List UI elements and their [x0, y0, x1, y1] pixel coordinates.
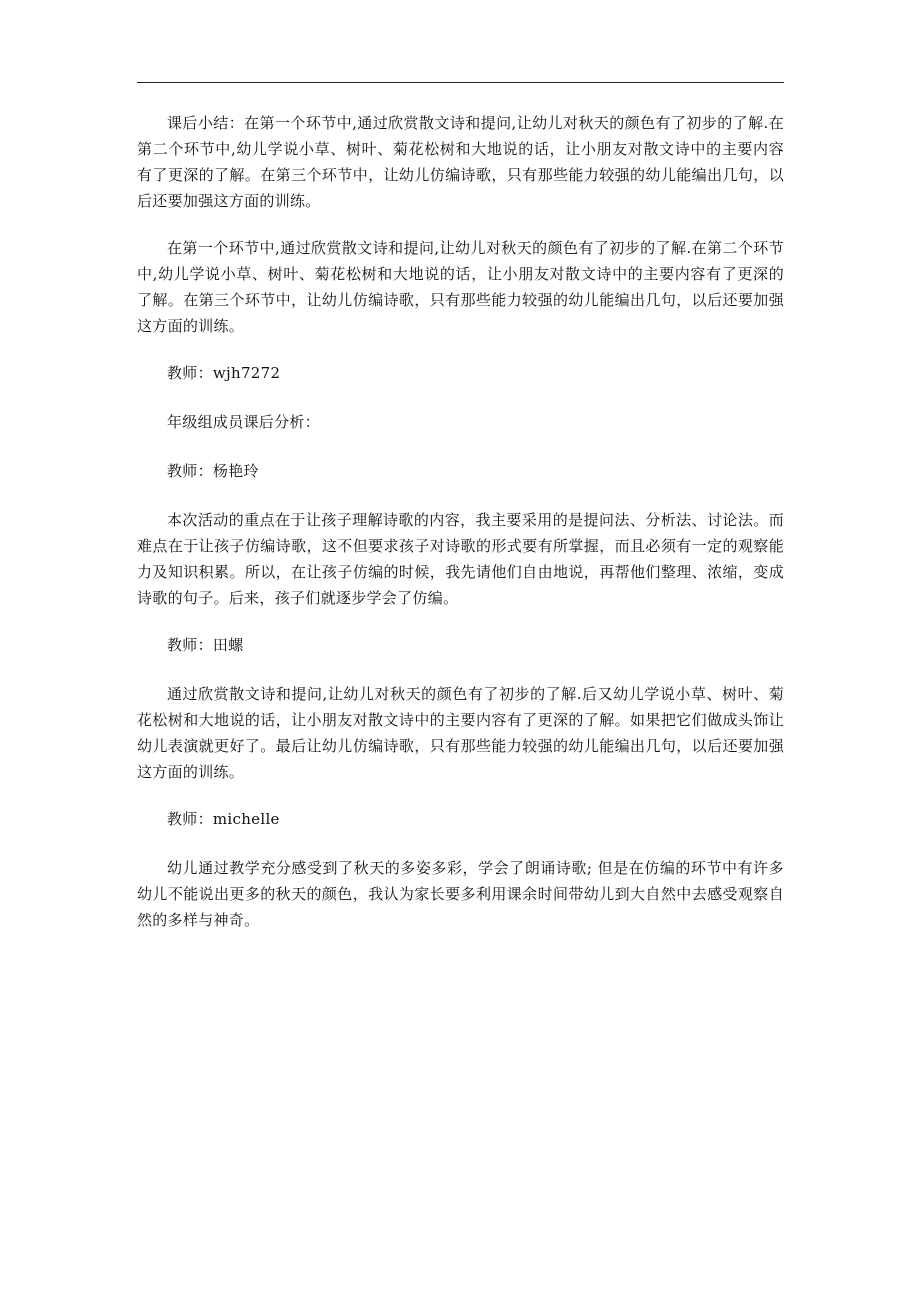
header-rule	[137, 82, 784, 83]
analysis-paragraph: 通过欣赏散文诗和提问,让幼儿对秋天的颜色有了初步的了解.后又幼儿学说小草、树叶、菊花松树和大地说的话，让小朋友对散文诗中的主要内容有了更深的了解。如果把它们做成头饰让幼儿表演就更好了。最后让幼儿仿编诗歌，只有那些能力较强的幼儿能编出几句，以后还要加强这方面的训练。	[137, 685, 784, 781]
analysis-paragraph: 本次活动的重点在于让孩子理解诗歌的内容，我主要采用的是提问法、分析法、讨论法。而难点在于让孩子仿编诗歌，这不但要求孩子对诗歌的形式要有所掌握，而且必须有一定的观察能力及知识积累。所以，在让孩子仿编的时候，我先请他们自由地说，再帮他们整理、浓缩，变成诗歌的句子。后来，孩子们就逐步学会了仿编。	[137, 511, 784, 607]
document-body	[137, 110, 784, 954]
section-heading: 年级组成员课后分析：	[167, 413, 321, 431]
analysis-paragraph: 幼儿通过教学充分感受到了秋天的多姿多彩，学会了朗诵诗歌; 但是在仿编的环节中有许多幼儿不能说出更多的秋天的颜色，我认为家长要多利用课余时间带幼儿到大自然中去感受观察自然的多样与神奇。	[137, 859, 784, 929]
summary-paragraph: 课后小结：在第一个环节中,通过欣赏散文诗和提问,让幼儿对秋天的颜色有了初步的了解.在第二个环节中,幼儿学说小草、树叶、菊花松树和大地说的话，让小朋友对散文诗中的主要内容有了更深的了解。在第三个环节中，让幼儿仿编诗歌，只有那些能力较强的幼儿能编出几句，以后还要加强这方面的训练。	[137, 114, 784, 210]
teacher-label: 教师：michelle	[167, 810, 280, 828]
summary-repeat-paragraph: 在第一个环节中,通过欣赏散文诗和提问,让幼儿对秋天的颜色有了初步的了解.在第二个环节中,幼儿学说小草、树叶、菊花松树和大地说的话，让小朋友对散文诗中的主要内容有了更深的了解。在第三个环节中，让幼儿仿编诗歌，只有那些能力较强的幼儿能编出几句，以后还要加强这方面的训练。	[137, 239, 784, 335]
teacher-label: 教师：田螺	[167, 636, 244, 654]
teacher-label: 教师：杨艳玲	[167, 462, 259, 480]
teacher-label: 教师：wjh7272	[167, 364, 281, 382]
